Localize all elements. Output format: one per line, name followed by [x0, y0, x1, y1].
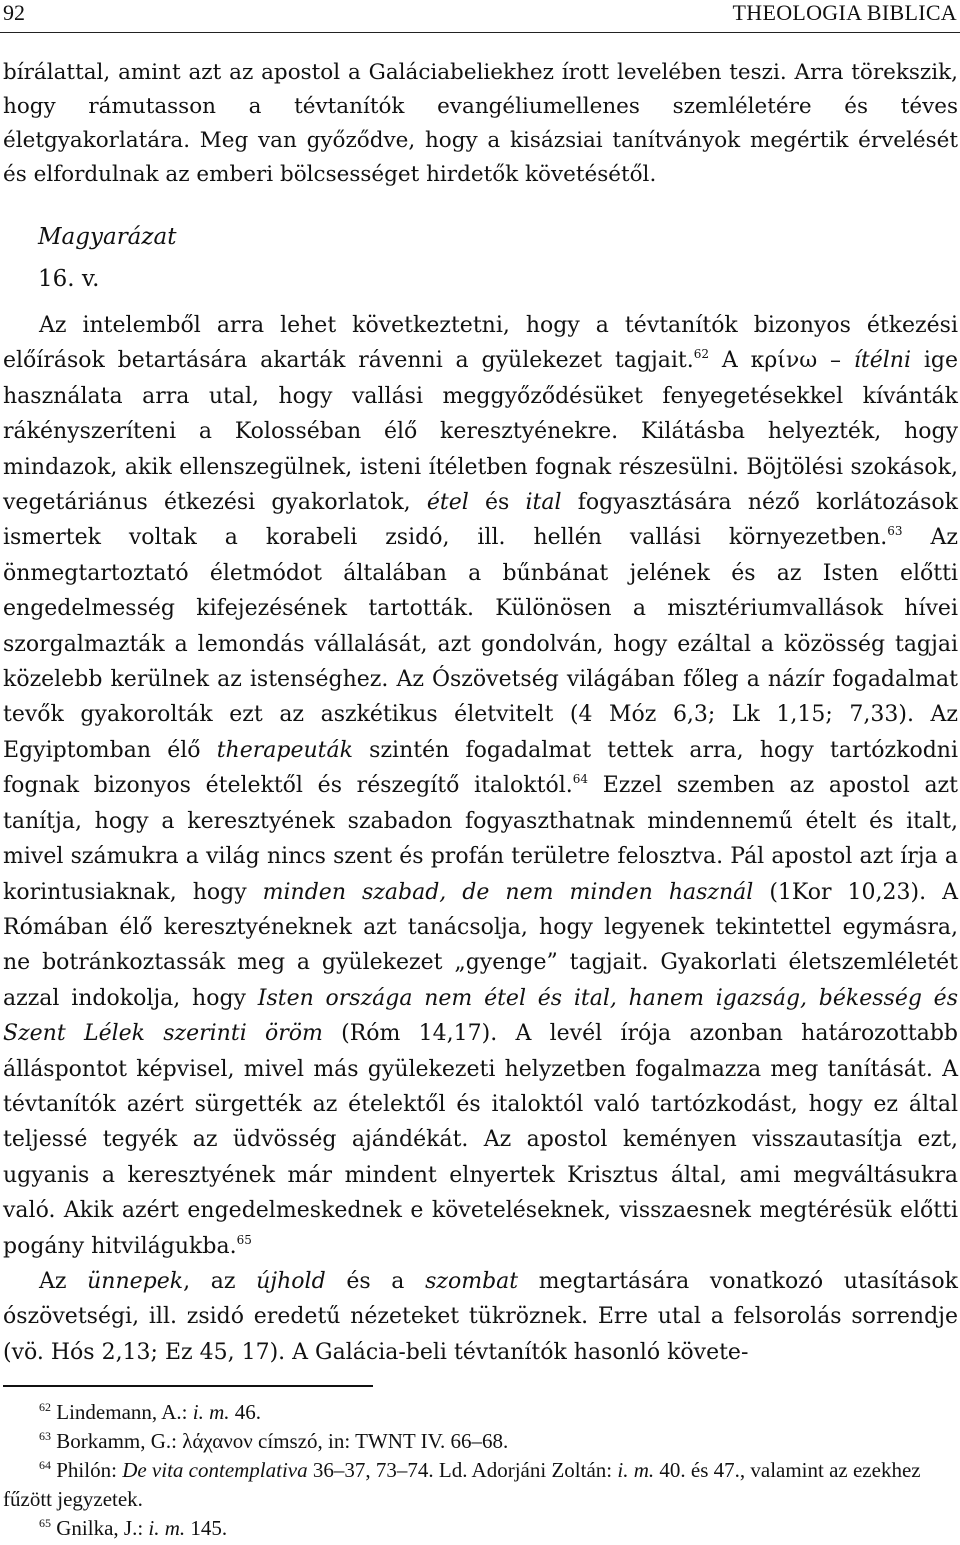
italic-text: i. m. [148, 1516, 186, 1540]
footnote-marker: 65 [236, 1232, 252, 1247]
footnote-marker: 62 [693, 347, 710, 362]
text-run: és a [325, 1268, 426, 1294]
text-run: (1Kor 10,23). A Rómában élő keresztyéneknek azt tanácsolja, hogy legyenek tekintettel egymásra, ne botránkoztassák meg a gyülekezet „gyenge” tagjait. Gyakorlati életszemléletét azzal indokolja, hogy [3, 879, 958, 1011]
text-run: Az [39, 1268, 88, 1294]
text-run: és [468, 490, 526, 516]
text-run: fogyasztására néző korlátozások ismertek voltak a korabeli zsidó, ill. hellén vallási környezetben. [3, 490, 958, 551]
italic-text: étel [426, 490, 469, 516]
text-run: – [817, 348, 854, 374]
italic-text: ünnepek [87, 1268, 184, 1294]
intro-paragraph: bírálattal, amint azt az apostol a Galáciabeliekhez írott levelében teszi. Arra törekszik, hogy rámutasson a tévtanítók evangéliumellenes szemléletére és téves életgyakorlatára. Meg van győződve, hogy a kisázsiai tanítványok megértik érvelését és elfordulnak az emberi bölcsességet hirdetők követésétől. [3, 60, 958, 187]
text-run: 40. és 47., valamint az ezekhez fűzött jegyzetek. [3, 1458, 921, 1511]
text-run: címszó, in: TWNT IV. 66–68. [252, 1429, 509, 1453]
footnote-marker: 64 [39, 1458, 51, 1472]
text-run: A [709, 348, 751, 374]
body-text [3, 308, 958, 1370]
italic-text: i. m. [192, 1400, 230, 1424]
text-run: Philón: [51, 1458, 123, 1482]
italic-text: Isten országa nem étel és ital, hanem igazság, békesség és Szent Lélek szerinti öröm [3, 985, 958, 1047]
footnote [3, 1456, 958, 1514]
text-run: megtartására vonatkozó utasítások ószövetségi, ill. zsidó eredetű nézeteket tükröznek. Erre utal a felsorolás sorrendje (vö. Hós 2,13; Ez 45, 17). A Galácia-beli tévtanítók hasonló követe- [3, 1268, 959, 1365]
italic-text: újhold [256, 1268, 326, 1294]
text-run: Gnilka, J.: [51, 1516, 149, 1540]
verse-label: 16. v. [38, 266, 100, 292]
italic-text: therapeuták [216, 737, 353, 763]
text-run: 145. [185, 1516, 228, 1540]
body-paragraph [3, 308, 958, 1264]
footnote-marker: 62 [39, 1400, 51, 1414]
text-run: 36–37, 73–74. Ld. Adorjáni Zoltán: [307, 1458, 618, 1482]
text-run: Ezzel szemben az apostol azt tanítja, hogy a keresztyének szabadon fogyaszthatnak mindennemű ételt és italt, mivel számukra a világ nincs szent és profán területre felosztva. Pál apostol azt írja a korintusiaknak, hogy [3, 773, 958, 905]
greek-word: κρίνω [750, 348, 818, 374]
text-run: Borkamm, G.: [51, 1429, 183, 1453]
section-heading: Magyarázat [38, 224, 177, 250]
running-header [3, 0, 957, 26]
italic-text: szombat [425, 1268, 519, 1294]
running-title: THEOLOGIA BIBLICA [732, 0, 957, 25]
text-run: , az [183, 1268, 257, 1294]
footnote-marker: 64 [572, 772, 589, 787]
body-paragraph [3, 1264, 958, 1370]
italic-text: De vita contemplativa [122, 1458, 308, 1482]
footnote-marker: 65 [39, 1516, 51, 1530]
footnote-marker: 63 [887, 524, 903, 539]
italic-text: ítélni [853, 348, 912, 374]
text-run: Az önmegtartoztató életmódot általában a bűnbánat jelének és az Isten előtti engedelmesség kifejezésének tartották. Különösen a misztériumvallások hívei szorgalmazták a lemondás vállalását, azt gondolván, hogy ezáltal a közösség tagjai közelebb kerülnek az istenséghez. Az Ószövetség világában főleg a názír fogadalmat tevők gyakorolták ezt az aszkétikus életvitelt (4 Móz 6,3; Lk 1,15; 7,33). Az Egyiptomban élő [3, 525, 958, 763]
page-number: 92 [3, 0, 25, 25]
text-run: 46. [229, 1400, 261, 1424]
footnotes [3, 1398, 958, 1543]
text-run: (Róm 14,17). A levél írója azonban határozottabb álláspontot képvisel, mivel más gyülekezeti helyzetben fogalmazza meg tanítását. A tévtanítók azért sürgették az ételektől és italoktól való tartózkodást, hogy ez által teljessé tegyék az üdvösség ajándékát. Az apostol keményen visszautasítja ezt, ugyanis a keresztyének már mindent elnyertek Krisztus által, ami megváltásukra való. Akik azért engedelmeskednek e követeléseknek, visszaesnek megtérésük előtti pogány hitvilágukba. [3, 1021, 958, 1259]
text-run: Lindemann, A.: [51, 1400, 193, 1424]
text-run: Az intelemből arra lehet következtetni, hogy a tévtanítók bizonyos étkezési előírások betartására akarták rávenni a gyülekezet tagjait. [3, 313, 958, 374]
footnote [3, 1398, 958, 1427]
italic-text: ital [525, 490, 562, 516]
footnote [3, 1427, 958, 1456]
footnote-marker: 63 [39, 1429, 51, 1443]
italic-text: i. m. [617, 1458, 655, 1482]
text-run: ige használata arra utal, hogy vallási meggyőződésüket fenyegetésekkel kívánták rákényszeríteni a Kolosséban élő keresztyénekre. Kilátásba helyezték, hogy mindazok, akik ellenszegülnek, isteni ítéletben fognak részesülni. Böjtölési szokások, vegetáriánus étkezési gyakorlatok, [3, 348, 958, 516]
footnote-separator [3, 1385, 373, 1387]
header-rule [0, 32, 960, 33]
text-run: szintén fogadalmat tettek arra, hogy tartózkodni fognak bizonyos ételektől és részegítő italoktól. [3, 737, 959, 799]
footnote [3, 1514, 958, 1543]
greek-word: λάχανον [182, 1429, 253, 1453]
italic-text: minden szabad, de nem minden használ [262, 879, 754, 905]
